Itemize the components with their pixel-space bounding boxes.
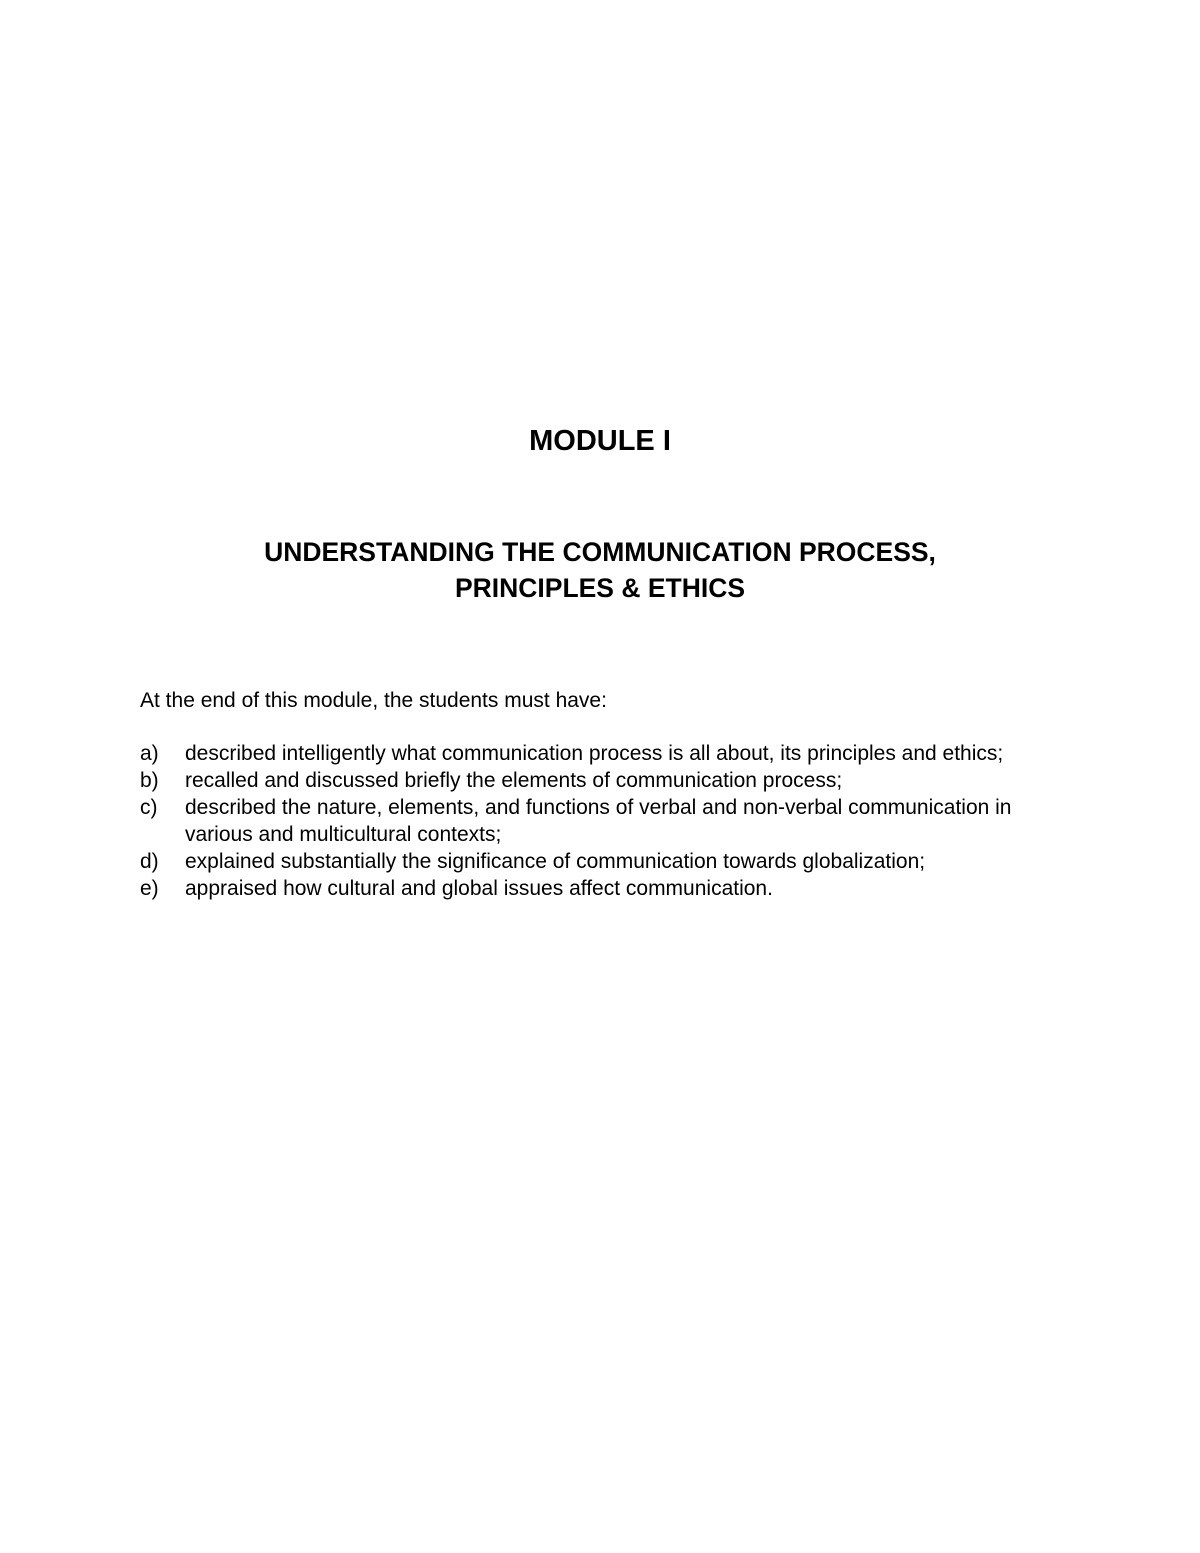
objective-item xyxy=(140,767,1040,794)
objective-marker: d) xyxy=(140,850,159,873)
module-title-line-2: PRINCIPLES & ETHICS xyxy=(454,573,746,603)
objective-text: described intelligently what communication process is all about, its principles and ethics; xyxy=(185,742,1004,765)
objective-text: appraised how cultural and global issues affect communication. xyxy=(185,877,773,900)
objective-marker: c) xyxy=(140,796,158,819)
objective-marker: b) xyxy=(140,769,159,792)
objective-item xyxy=(140,740,1040,767)
objective-text: explained substantially the significance of communication towards globalization; xyxy=(185,850,926,873)
objective-item xyxy=(140,875,1040,902)
objective-marker: e) xyxy=(140,877,159,900)
objective-text: described the nature, elements, and functions of verbal and non-verbal communication in various and multicultural contexts; xyxy=(185,796,1012,846)
objectives-intro: At the end of this module, the students must have: xyxy=(140,689,607,712)
module-title xyxy=(0,534,1200,606)
objective-item xyxy=(140,794,1040,848)
objectives-list xyxy=(140,740,1040,902)
objective-item xyxy=(140,848,1040,875)
objective-marker: a) xyxy=(140,742,159,765)
module-title-line-1: UNDERSTANDING THE COMMUNICATION PROCESS, xyxy=(264,537,936,567)
module-label: MODULE I xyxy=(529,425,671,457)
objective-text: recalled and discussed briefly the elements of communication process; xyxy=(185,769,843,792)
